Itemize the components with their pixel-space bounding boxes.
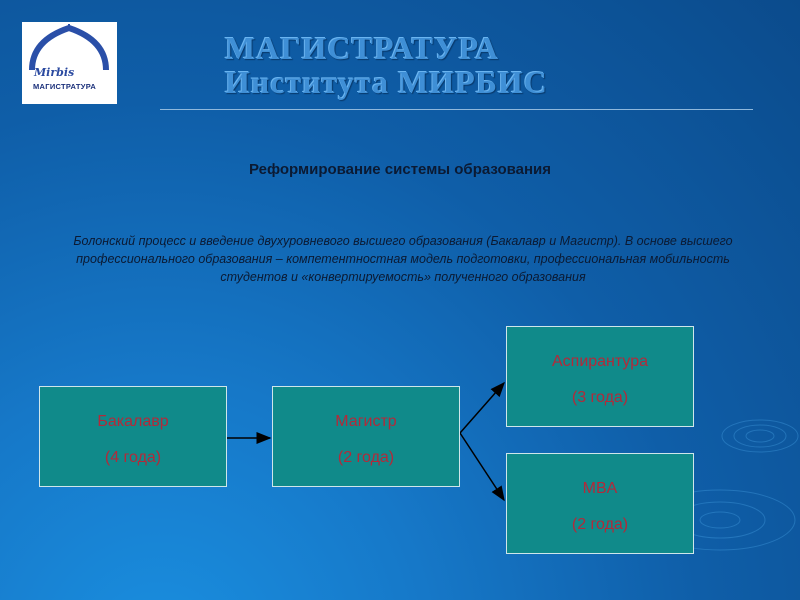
edge-master-mba [460,433,504,500]
logo-script: Mirbis [34,66,75,79]
node-mba [506,453,694,554]
node-master-duration: (2 года) [337,449,395,466]
node-phd [506,326,694,427]
intro-paragraph: Болонский процесс и введение двухуровневого высшего образования (Бакалавр и Магистр). В основе высшего профессионального образования – компетентностная модель подготовки, профессиональная мобильность студентов и «конвертируемость» полученного образования [73,234,733,284]
node-master-name: Магистр [335,413,397,430]
node-mba-duration: (2 года) [571,516,629,533]
logo-text: МАГИСТРАТУРА [33,82,97,91]
node-phd-duration: (3 года) [571,389,629,406]
slide-heading: Реформирование системы образования [248,161,552,178]
node-bachelor-duration: (4 года) [104,449,162,466]
title-line-2: Института МИРБИС [225,64,548,100]
node-master [272,386,460,487]
title-line-1: МАГИСТРАТУРА [225,30,500,66]
node-bachelor-name: Бакалавр [97,413,169,430]
node-mba-name: MBA [582,480,618,497]
node-phd-name: Аспирантура [551,353,649,370]
node-bachelor [39,386,227,487]
edge-master-phd [460,383,504,433]
